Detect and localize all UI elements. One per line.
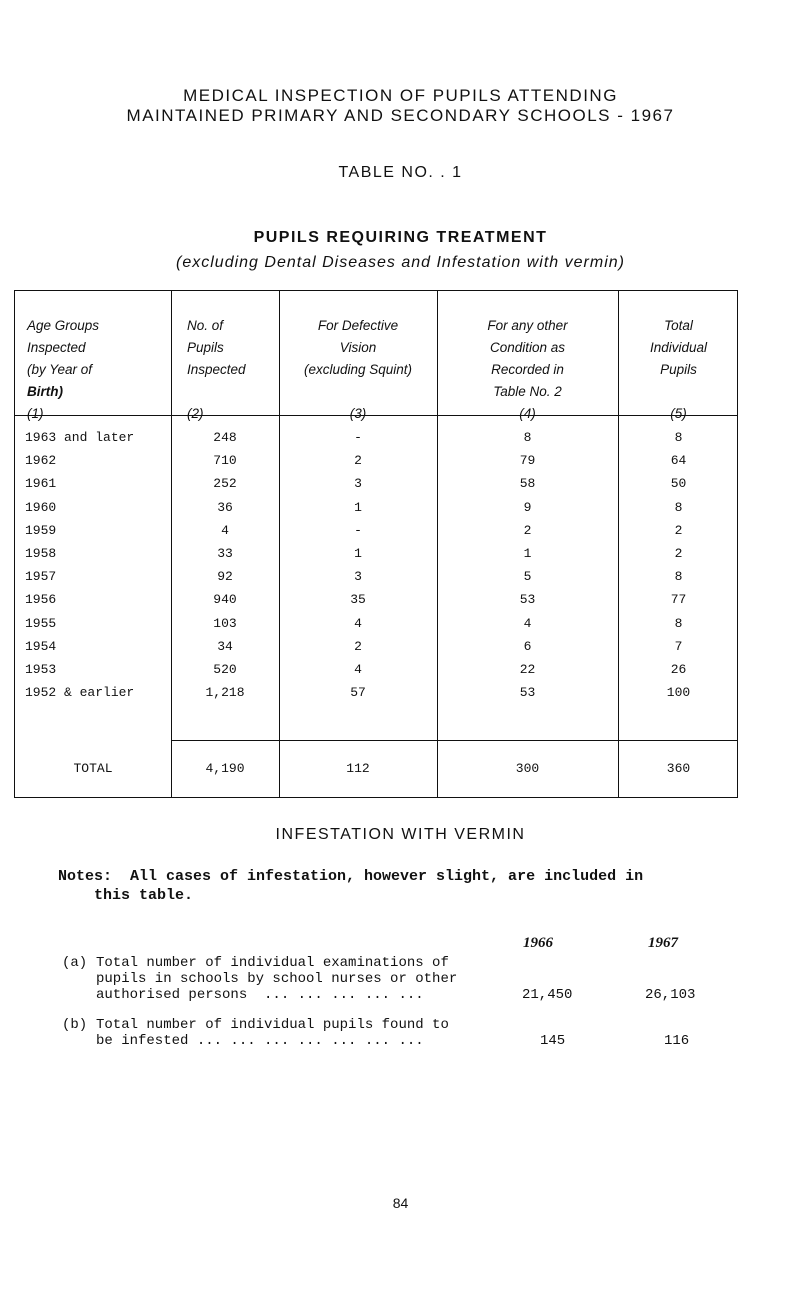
notes-text-1: All cases of infestation, however slight, are included in bbox=[130, 868, 644, 885]
cell-age-group: 1960 bbox=[25, 499, 57, 515]
cell-pupils-inspected: 34 bbox=[217, 638, 233, 654]
cell-age-group: 1952 & earlier bbox=[25, 685, 135, 701]
title-line-1: MEDICAL INSPECTION OF PUPILS ATTENDING bbox=[183, 86, 618, 105]
cell-defective-vision: - bbox=[354, 430, 362, 445]
item-b-label: (b) bbox=[62, 1017, 88, 1033]
total-label: TOTAL bbox=[73, 761, 113, 776]
cell-total-individual: 7 bbox=[674, 638, 683, 654]
cell-total-individual: 8 bbox=[674, 430, 683, 445]
item-a-1967-value: 26,103 bbox=[645, 987, 696, 1003]
cell-other-condition: 58 bbox=[519, 476, 536, 492]
cell-total-individual: 50 bbox=[670, 476, 687, 492]
title-line-2: MAINTAINED PRIMARY AND SECONDARY SCHOOLS - 1967 bbox=[126, 106, 675, 125]
item-b-line-2: be infested ... ... ... ... ... ... ... bbox=[96, 1033, 424, 1049]
cell-defective-vision: 2 bbox=[354, 638, 362, 654]
cell-age-group: 1962 bbox=[25, 453, 57, 469]
infestation-heading: INFESTATION WITH VERMIN bbox=[275, 826, 526, 843]
cell-pupils-inspected: 1,218 bbox=[205, 685, 245, 701]
cell-other-condition: 53 bbox=[519, 685, 536, 701]
cell-pupils-inspected: 520 bbox=[213, 662, 237, 677]
cell-age-group: 1961 bbox=[25, 476, 57, 492]
cell-total-individual: 2 bbox=[674, 522, 683, 538]
cell-total-individual: 8 bbox=[674, 615, 683, 631]
cell-total-individual: 64 bbox=[670, 453, 687, 469]
cell-other-condition: 9 bbox=[523, 499, 532, 515]
cell-age-group: 1958 bbox=[25, 546, 57, 561]
cell-age-group: 1957 bbox=[25, 569, 57, 585]
cell-pupils-inspected: 36 bbox=[217, 499, 233, 515]
cell-total-individual: 2 bbox=[674, 546, 683, 561]
cell-defective-vision: 57 bbox=[350, 685, 366, 701]
cell-pupils-inspected: 940 bbox=[213, 592, 237, 608]
cell-defective-vision: 1 bbox=[354, 546, 362, 561]
total-defective-vision: 112 bbox=[346, 761, 370, 776]
cell-age-group: 1956 bbox=[25, 592, 57, 608]
item-b-1966-value: 145 bbox=[540, 1033, 566, 1049]
cell-age-group: 1963 and later bbox=[25, 430, 135, 445]
table-heading: PUPILS REQUIRING TREATMENT bbox=[253, 229, 548, 246]
cell-defective-vision: 3 bbox=[354, 476, 362, 492]
cell-defective-vision: 3 bbox=[354, 569, 362, 585]
item-a-line-2: pupils in schools by school nurses or other bbox=[96, 971, 458, 987]
table-number: TABLE NO. . 1 bbox=[338, 164, 463, 181]
cell-age-group: 1959 bbox=[25, 522, 57, 538]
cell-defective-vision: 4 bbox=[354, 615, 362, 631]
cell-pupils-inspected: 4 bbox=[221, 522, 229, 538]
cell-pupils-inspected: 33 bbox=[217, 546, 233, 561]
notes-text-2: this table. bbox=[94, 887, 194, 904]
cell-defective-vision: 4 bbox=[354, 662, 362, 677]
cell-age-group: 1955 bbox=[25, 615, 57, 631]
header-defective-vision: For Defective Vision (excluding Squint) (3) bbox=[303, 318, 413, 421]
header-age-groups: Age Groups Inspected (by Year of Birth) (1) bbox=[27, 318, 100, 421]
cell-other-condition: 2 bbox=[523, 522, 532, 538]
cell-total-individual: 8 bbox=[674, 569, 683, 585]
cell-pupils-inspected: 248 bbox=[213, 430, 237, 445]
cell-pupils-inspected: 92 bbox=[217, 569, 233, 585]
item-a-line-3: authorised persons ... ... ... ... ... bbox=[96, 987, 424, 1003]
cell-defective-vision: 35 bbox=[350, 592, 366, 608]
cell-age-group: 1953 bbox=[25, 662, 57, 677]
cell-total-individual: 77 bbox=[670, 592, 687, 608]
header-pupils-inspected: No. of Pupils Inspected (2) bbox=[187, 318, 246, 421]
treatment-table bbox=[14, 290, 738, 798]
cell-other-condition: 1 bbox=[523, 546, 532, 561]
cell-other-condition: 8 bbox=[523, 430, 532, 445]
notes-label: Notes: bbox=[58, 868, 113, 885]
total-other-condition: 300 bbox=[515, 761, 540, 776]
page-number: 84 bbox=[392, 1195, 409, 1211]
header-other-condition: For any other Condition as Recorded in Table No. 2 (4) bbox=[487, 318, 568, 421]
cell-total-individual: 8 bbox=[674, 499, 683, 515]
cell-defective-vision: 1 bbox=[354, 499, 362, 515]
total-pupils-inspected: 4,190 bbox=[205, 761, 245, 776]
cell-total-individual: 100 bbox=[666, 685, 691, 701]
item-a-label: (a) bbox=[62, 955, 88, 971]
cell-other-condition: 4 bbox=[523, 615, 532, 631]
cell-other-condition: 53 bbox=[519, 592, 536, 608]
cell-other-condition: 79 bbox=[519, 453, 536, 469]
cell-other-condition: 22 bbox=[519, 662, 536, 677]
cell-defective-vision: 2 bbox=[354, 453, 362, 469]
cell-pupils-inspected: 103 bbox=[213, 615, 237, 631]
total-divider bbox=[171, 740, 737, 741]
item-b-1967-value: 116 bbox=[664, 1033, 690, 1049]
cell-other-condition: 6 bbox=[523, 638, 532, 654]
item-a-1966-value: 21,450 bbox=[522, 987, 573, 1003]
cell-pupils-inspected: 710 bbox=[213, 453, 237, 469]
cell-defective-vision: - bbox=[354, 522, 362, 538]
cell-age-group: 1954 bbox=[25, 638, 57, 654]
cell-pupils-inspected: 252 bbox=[213, 476, 237, 492]
item-a-line-1: Total number of individual examinations of bbox=[96, 955, 449, 971]
header-total-individual: Total Individual Pupils (5) bbox=[649, 318, 708, 421]
table-subheading: (excluding Dental Diseases and Infestation with vermin) bbox=[176, 254, 625, 271]
year-1967-header: 1967 bbox=[648, 935, 678, 951]
year-1966-header: 1966 bbox=[523, 935, 553, 951]
item-b-line-1: Total number of individual pupils found to bbox=[96, 1017, 449, 1033]
total-individual-pupils: 360 bbox=[666, 761, 691, 776]
cell-other-condition: 5 bbox=[523, 569, 532, 585]
cell-total-individual: 26 bbox=[670, 662, 687, 677]
